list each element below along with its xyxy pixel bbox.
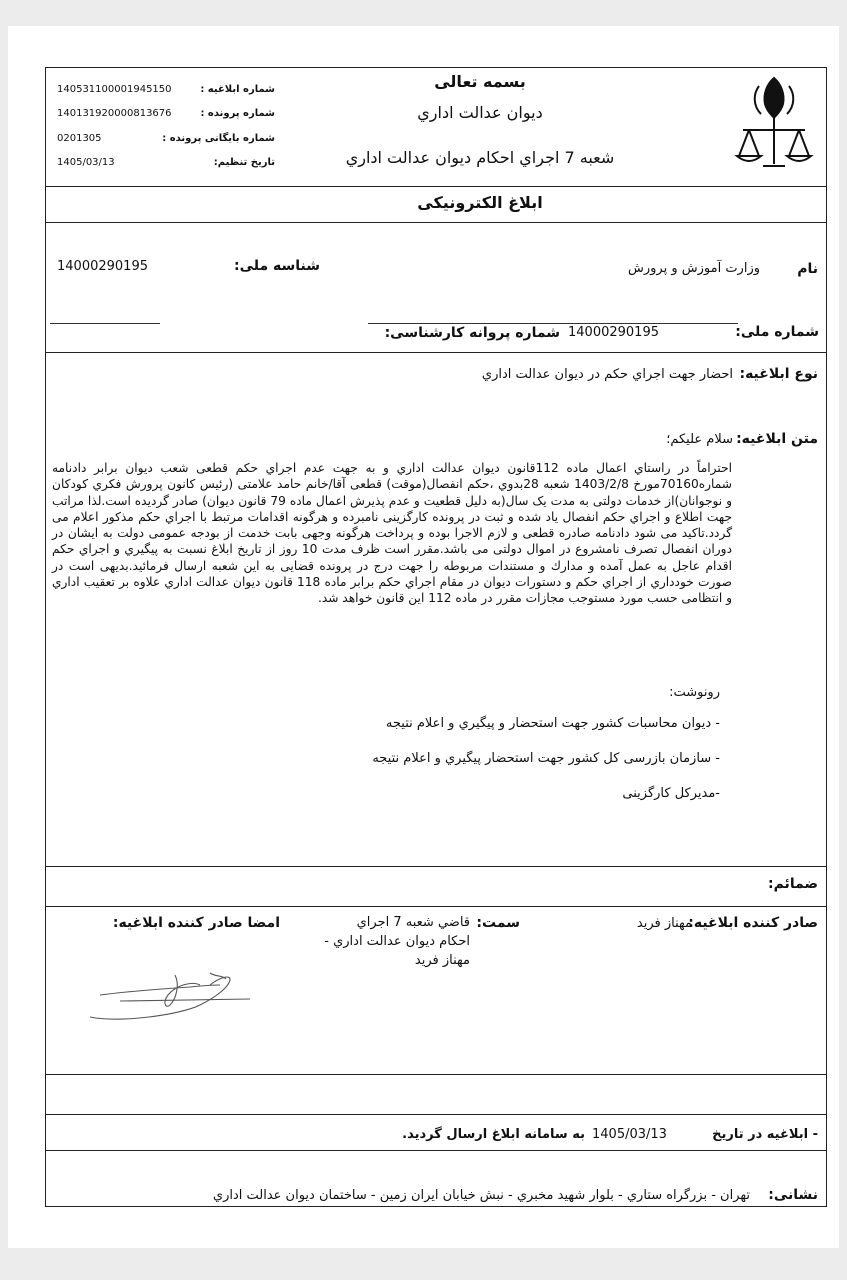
greeting: سلام علیکم؛ [666, 432, 733, 447]
attachments-label: ضمائم: [767, 876, 818, 892]
recipient-name: وزارت آموزش و پرورش [627, 261, 760, 276]
divider-attachments [45, 906, 827, 907]
position-line-1: قاضي شعبه 7 اجراي [356, 915, 470, 930]
sent-label: - ابلاغیه در تاریخ [712, 1127, 818, 1142]
document-title: ابلاغ الکترونیکی [417, 193, 543, 212]
national-number-label: شماره ملی: [735, 324, 819, 340]
expert-license-label: شماره پروانه کارشناسی: [384, 325, 560, 341]
national-id-label: شناسه ملی: [233, 258, 320, 274]
issuer-label: صادر کننده ابلاغیه: [688, 915, 818, 931]
cc-label: رونوشت: [669, 685, 720, 700]
position-label: سمت: [476, 915, 520, 931]
recipient-name-label: نام [797, 261, 818, 277]
archive-number-label: شماره بایگانی پرونده : [162, 133, 275, 144]
divider-header [45, 186, 827, 187]
notice-text-label: متن ابلاغیه: [736, 431, 818, 447]
underline-left [50, 323, 160, 324]
notice-type: احضار جهت اجراي حکم در دیوان عدالت اداري [481, 367, 733, 382]
address: تهران - بزرگراه ستاري - بلوار شهید مخبري - نبش خیابان ایران زمین - ساختمان دیوان عدالت اداري [212, 1188, 750, 1203]
cc-item-2: - سازمان بازرسی کل کشور جهت استحضار پیگیري و اعلام نتیجه [372, 751, 720, 766]
notice-number-label: شماره ابلاغیه : [200, 84, 275, 95]
document-frame [45, 67, 827, 1207]
divider-footer-top [45, 1114, 827, 1115]
divider-body [45, 866, 827, 867]
divider-recipient [45, 352, 827, 353]
cc-item-1: - دیوان محاسبات کشور جهت استحضار و پیگیري و اعلام نتیجه [385, 716, 720, 731]
address-label: نشانی: [768, 1187, 818, 1203]
position-line-3: مهناز فرید [414, 953, 470, 968]
branch-name: شعبه 7 اجراي احکام دیوان عدالت اداري [345, 148, 615, 167]
underline-mid [368, 323, 738, 324]
notice-body: احتراماً در راستاي اعمال ماده 112قانون دیوان عدالت اداري و به جهت عدم اجراي حکم قطعی شعب دیوان برابر دادنامه شماره70160مورخ 1403/2/8 شعبه 28بدوي ،حکم انفصال(موقت) قطعی آقا/خانم حامد علامتی (رئیس کانون پرورش فکري کودکان و نوجوانان)از خدمات دولتی به مدت یک سال(به دلیل قطعیت و عدم پذیرش اعمال ماده 79 قانون دیوان) صادر گردیده است.لذا مراتب جهت اطلاع و اجراي حکم انفصال یاد شده و ثبت در پرونده کارگزینی نامبرده و هرگونه اقدامات مرتبط با اجراي حکم مذکور اعلام می گردد.تاکید می شود دادنامه صادره قطعی و لازم الاجرا بوده و پرداخت هرگونه وجهی بابت خدمت از بودجه عمومی دولت به ایشان در دوران انفصال تصرف نامشروع در اموال دولتی می باشد.مقرر است ظرف مدت 10 روز از تاریخ ابلاغ نسبت به پیگیري و اجراي حکم اقدام عاجل به عمل آمده و مدارك و مستندات مربوطه را جهت درج در پرونده قضایی به این شعبه ارسال فرمائید.بدیهی است در صورت خودداري از اجراي حکم و دستورات دیوان در مقام اجراي حکم برابر ماده 118 قانون دیوان عدالت اداري علاوه بر تعقیب اداري و انتظامی حسب مورد مستوجب مجازات مقرر در ماده 112 این قانون خواهد شد. [52, 461, 733, 606]
issue-date-label: تاریخ تنظیم: [213, 157, 275, 168]
sent-date: 1405/03/13 [592, 1127, 667, 1142]
national-id: 14000290195 [57, 259, 148, 274]
case-number: 140131920000813676 [57, 108, 172, 119]
divider-sent [45, 1150, 827, 1151]
national-number: 14000290195 [568, 325, 659, 340]
basmala: بسمه تعالی [434, 72, 526, 91]
emblem-icon [733, 72, 815, 172]
archive-number: 0201305 [57, 133, 102, 144]
notice-type-label: نوع ابلاغیه: [739, 366, 818, 382]
court-name: دیوان عدالت اداري [417, 103, 543, 122]
signature-icon [80, 965, 260, 1025]
issuer-name: مهناز فرید [636, 916, 692, 931]
issue-date: 1405/03/13 [57, 157, 115, 168]
divider-issuer [45, 1074, 827, 1075]
sent-suffix: به سامانه ابلاغ ارسال گردید. [402, 1127, 585, 1142]
cc-item-3: -مدیرکل کارگزینی [622, 786, 720, 801]
signature-label: امضا صادر کننده ابلاغیه: [112, 915, 280, 931]
position-line-2: احکام دیوان عدالت اداري - [324, 934, 470, 949]
divider-title [45, 222, 827, 223]
notice-number: 140531100001945150 [57, 84, 172, 95]
case-number-label: شماره پرونده : [200, 108, 275, 119]
